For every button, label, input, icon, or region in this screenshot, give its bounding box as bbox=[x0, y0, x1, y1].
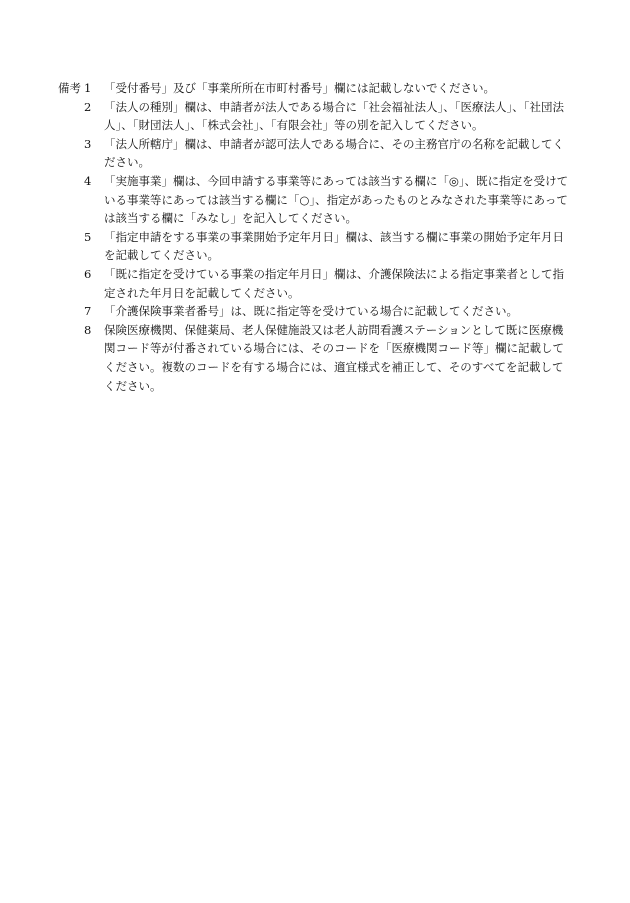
remark-text: 「指定申請をする事業の事業開始予定年月日」欄は、該当する欄に事業の開始予定年月日を記載してください。 bbox=[104, 229, 564, 263]
remark-number: 5 bbox=[84, 229, 92, 244]
remark-text: 「介護保険事業者番号」は、既に指定等を受けている場合に記載してください。 bbox=[104, 304, 518, 319]
remark-number: 3 bbox=[84, 136, 92, 151]
remark-text: 「既に指定を受けている事業の指定年月日」欄は、介護保険法による指定事業者として指定された年月日を記載してください。 bbox=[104, 266, 564, 300]
remark-item-1 bbox=[58, 79, 574, 98]
remark-number: 1 bbox=[84, 81, 92, 95]
remark-text: 「受付番号」及び「事業所所在市町村番号」欄には記載しないでください。 bbox=[104, 81, 495, 95]
remark-text: 「法人の種別」欄は、申請者が法人である場合に「社会福祉法人」、「医療法人」、「社団法人」、「財団法人」、「株式会社」、「有限会社」等の別を記入してください。 bbox=[104, 99, 564, 133]
remark-number: 7 bbox=[84, 304, 92, 319]
remark-number: 6 bbox=[84, 266, 92, 281]
remark-item-8 bbox=[58, 321, 574, 395]
remarks-section bbox=[58, 79, 574, 395]
remark-text: 保険医療機関、保健薬局、老人保健施設又は老人訪問看護ステーションとして既に医療機関コード等が付番されている場合には、そのコードを「医療機関コード等」欄に記載してください。複数のコードを有する場合には、適宜様式を補正して、そのすべてを記載してください。 bbox=[104, 322, 564, 393]
remark-number: 8 bbox=[84, 322, 92, 337]
remark-item-6 bbox=[58, 265, 574, 302]
remark-number: 4 bbox=[84, 173, 92, 188]
remark-item-3 bbox=[58, 135, 574, 172]
remark-item-4 bbox=[58, 172, 574, 228]
remark-number: 2 bbox=[84, 99, 92, 114]
remarks-label: 備考 bbox=[58, 81, 81, 95]
remark-item-5 bbox=[58, 228, 574, 265]
remark-text: 「法人所轄庁」欄は、申請者が認可法人である場合に、その主務官庁の名称を記載してください。 bbox=[104, 136, 564, 170]
remark-item-7 bbox=[58, 302, 574, 321]
remark-text: 「実施事業」欄は、今回申請する事業等にあっては該当する欄に「◎」、既に指定を受けている事業等にあっては該当する欄に「○」、指定があったものとみなされた事業等にあっては該当する欄に「みなし」を記入してください。 bbox=[104, 173, 569, 226]
remark-item-2 bbox=[58, 98, 574, 135]
